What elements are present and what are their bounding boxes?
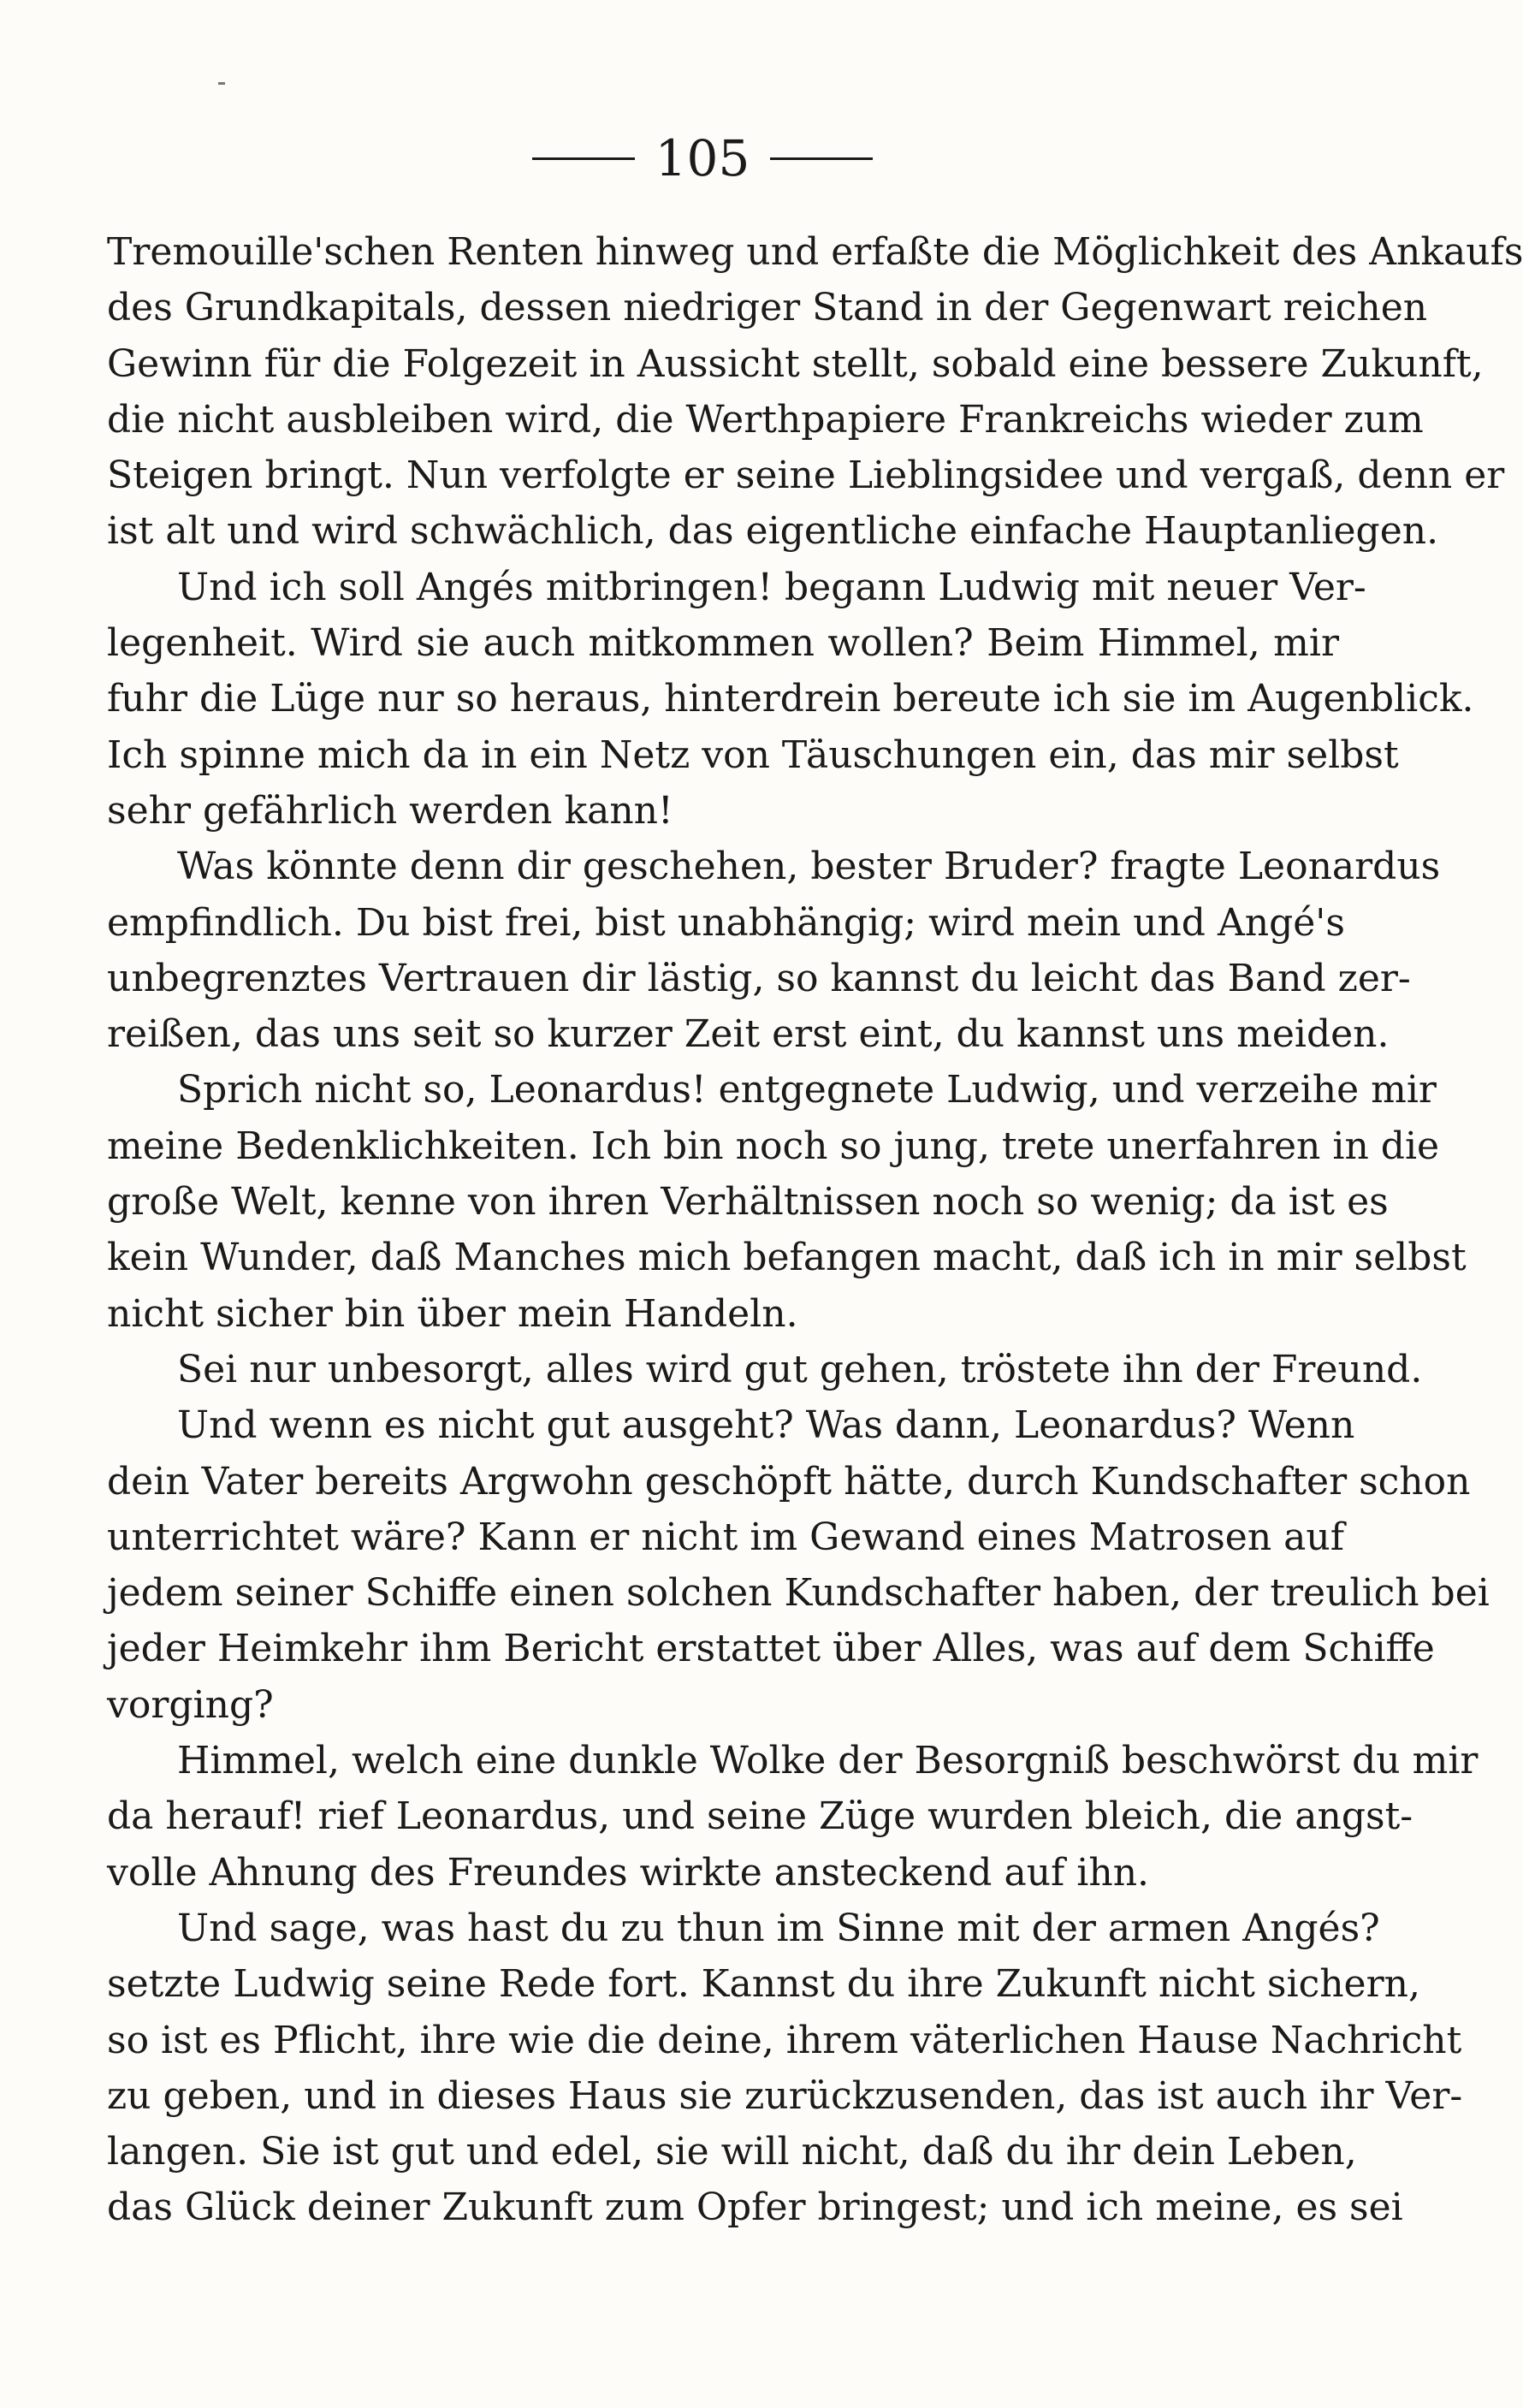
paragraph	[107, 1901, 1463, 2236]
text-line: vorging?	[107, 1682, 274, 1727]
paragraph	[107, 1342, 1423, 1397]
text-line: Gewinn für die Folgezeit in Aussicht stellt, sobald eine bessere Zukunft,	[107, 341, 1484, 386]
text-line: dein Vater bereits Argwohn geschöpft hätte, durch Kundschafter schon	[107, 1459, 1471, 1504]
text-line: große Welt, kenne von ihren Verhältnissen noch so wenig; da ist es	[107, 1180, 1389, 1225]
text-line: langen. Sie ist gut und edel, sie will nicht, daß du ihr dein Leben,	[107, 2130, 1357, 2174]
text-line: unterrichtet wäre? Kann er nicht im Gewand eines Matrosen auf	[107, 1515, 1345, 1559]
paragraph	[107, 224, 1523, 560]
text-line: jedem seiner Schiffe einen solchen Kundschafter haben, der treulich bei	[107, 1571, 1490, 1616]
text-line: Und ich soll Angés mitbringen! begann Ludwig mit neuer Ver-	[177, 565, 1366, 609]
text-line: Und sage, was hast du zu thun im Sinne mit der armen Angés?	[177, 1906, 1380, 1950]
text-line: sehr gefährlich werden kann!	[107, 788, 673, 833]
text-line: die nicht ausbleiben wird, die Werthpapiere Frankreichs wieder zum	[107, 397, 1424, 442]
text-line: da herauf! rief Leonardus, und seine Züge wurden bleich, die angst-	[107, 1794, 1413, 1839]
text-line: das Glück deiner Zukunft zum Opfer bringest; und ich meine, es sei	[107, 2186, 1403, 2230]
paragraph	[107, 1397, 1490, 1733]
paragraph	[107, 1062, 1467, 1341]
text-line: volle Ahnung des Freundes wirkte ansteckend auf ihn.	[107, 1850, 1150, 1895]
paragraph	[107, 839, 1441, 1062]
text-line: Steigen bringt. Nun verfolgte er seine Lieblingsidee und vergaß, denn er	[107, 454, 1505, 498]
text-line: Tremouille'schen Renten hinweg und erfaßte die Möglichkeit des Ankaufs	[107, 230, 1523, 274]
text-line: kein Wunder, daß Manches mich befangen macht, daß ich in mir selbst	[107, 1236, 1467, 1280]
text-line: zu geben, und in dieses Haus sie zurückzusenden, das ist auch ihr Ver-	[107, 2073, 1463, 2118]
text-line: jeder Heimkehr ihm Bericht erstattet über Alles, was auf dem Schiffe	[107, 1627, 1435, 1671]
page-number: 105	[655, 129, 750, 187]
text-line: Sprich nicht so, Leonardus! entgegnete Ludwig, und verzeihe mir	[177, 1068, 1437, 1112]
paragraph	[107, 560, 1474, 839]
text-line: ist alt und wird schwächlich, das eigentliche einfache Hauptanliegen.	[107, 509, 1439, 554]
text-line: Was könnte denn dir geschehen, bester Bruder? fragte Leonardus	[177, 845, 1441, 889]
text-line: unbegrenztes Vertrauen dir lästig, so kannst du leicht das Band zer-	[107, 956, 1411, 1000]
text-line: des Grundkapitals, dessen niedriger Stand in der Gegenwart reichen	[107, 286, 1428, 330]
page-header	[0, 128, 1405, 188]
text-line: setzte Ludwig seine Rede fort. Kannst du ihre Zukunft nicht sichern,	[107, 1962, 1420, 2007]
margin-mark	[218, 82, 225, 85]
paragraph	[107, 1733, 1479, 1901]
text-line: so ist es Pflicht, ihre wie die deine, ihrem väterlichen Hause Nachricht	[107, 2018, 1462, 2062]
text-line: Himmel, welch eine dunkle Wolke der Besorgniß beschwörst du mir	[177, 1739, 1479, 1783]
text-line: Und wenn es nicht gut ausgeht? Was dann, Leonardus? Wenn	[177, 1403, 1355, 1448]
header-rule-left	[532, 157, 635, 160]
text-line: legenheit. Wird sie auch mitkommen wollen? Beim Himmel, mir	[107, 621, 1339, 666]
text-line: meine Bedenklichkeiten. Ich bin noch so jung, trete unerfahren in die	[107, 1124, 1440, 1168]
text-line: reißen, das uns seit so kurzer Zeit erst eint, du kannst uns meiden.	[107, 1012, 1390, 1057]
text-line: nicht sicher bin über mein Handeln.	[107, 1291, 798, 1336]
text-line: Sei nur unbesorgt, alles wird gut gehen, tröstete ihn der Freund.	[177, 1347, 1423, 1391]
text-line: Ich spinne mich da in ein Netz von Täuschungen ein, das mir selbst	[107, 732, 1399, 777]
text-line: empfindlich. Du bist frei, bist unabhängig; wird mein und Angé's	[107, 900, 1345, 945]
header-rule-right	[770, 157, 873, 160]
text-line: fuhr die Lüge nur so heraus, hinterdrein bereute ich sie im Augenblick.	[107, 677, 1474, 721]
body-text	[107, 224, 1523, 2236]
